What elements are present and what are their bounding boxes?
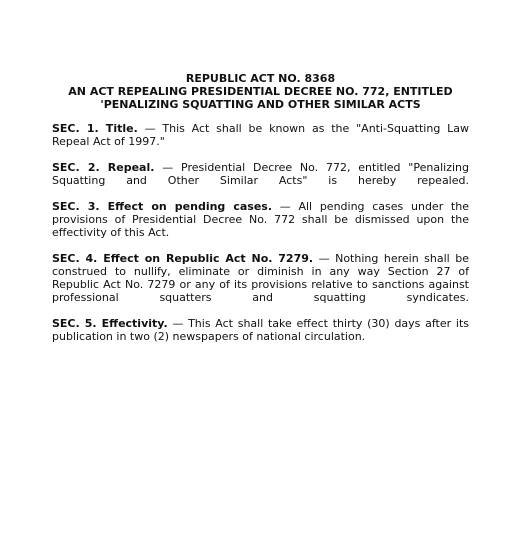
act-number-title: REPUBLIC ACT NO. 8368	[185, 72, 336, 85]
section-2-heading: SEC. 2. Repeal.	[52, 161, 155, 174]
document-header	[52, 72, 469, 111]
act-title-line-1: AN ACT REPEALING PRESIDENTIAL DECREE NO. 772, ENTITLED	[68, 85, 453, 98]
section-5-heading: SEC. 5. Effectivity.	[52, 317, 168, 330]
section-5	[52, 317, 469, 343]
section-3-heading: SEC. 3. Effect on pending cases.	[52, 200, 273, 213]
section-1-body: — This Act shall be known as the "Anti-Squatting Law Repeal Act of 1997."	[52, 122, 469, 148]
act-title-line-2: 'PENALIZING SQUATTING AND OTHER SIMILAR ACTS	[100, 98, 421, 111]
document-page	[52, 72, 469, 356]
section-4-body: — Nothing herein shall be construed to nullify, eliminate or diminish in any way Section 27 of Republic Act No. 7279 or any of its provisions relative to sanctions against professional squatters and squatting syndicates.	[52, 252, 470, 304]
section-2	[52, 161, 469, 187]
section-1-heading: SEC. 1. Title.	[52, 122, 138, 135]
section-4-heading: SEC. 4. Effect on Republic Act No. 7279.	[52, 252, 314, 265]
section-5-body: — This Act shall take effect thirty (30) days after its publication in two (2) newspapers of national circulation.	[52, 317, 469, 343]
section-1	[52, 122, 469, 148]
section-4	[52, 252, 469, 304]
section-3	[52, 200, 469, 239]
section-2-body: — Presidential Decree No. 772, entitled "Penalizing Squatting and Other Similar Acts" is hereby repealed.	[52, 161, 469, 187]
section-3-body: — All pending cases under the provisions of Presidential Decree No. 772 shall be dismissed upon the effectivity of this Act.	[52, 200, 469, 239]
